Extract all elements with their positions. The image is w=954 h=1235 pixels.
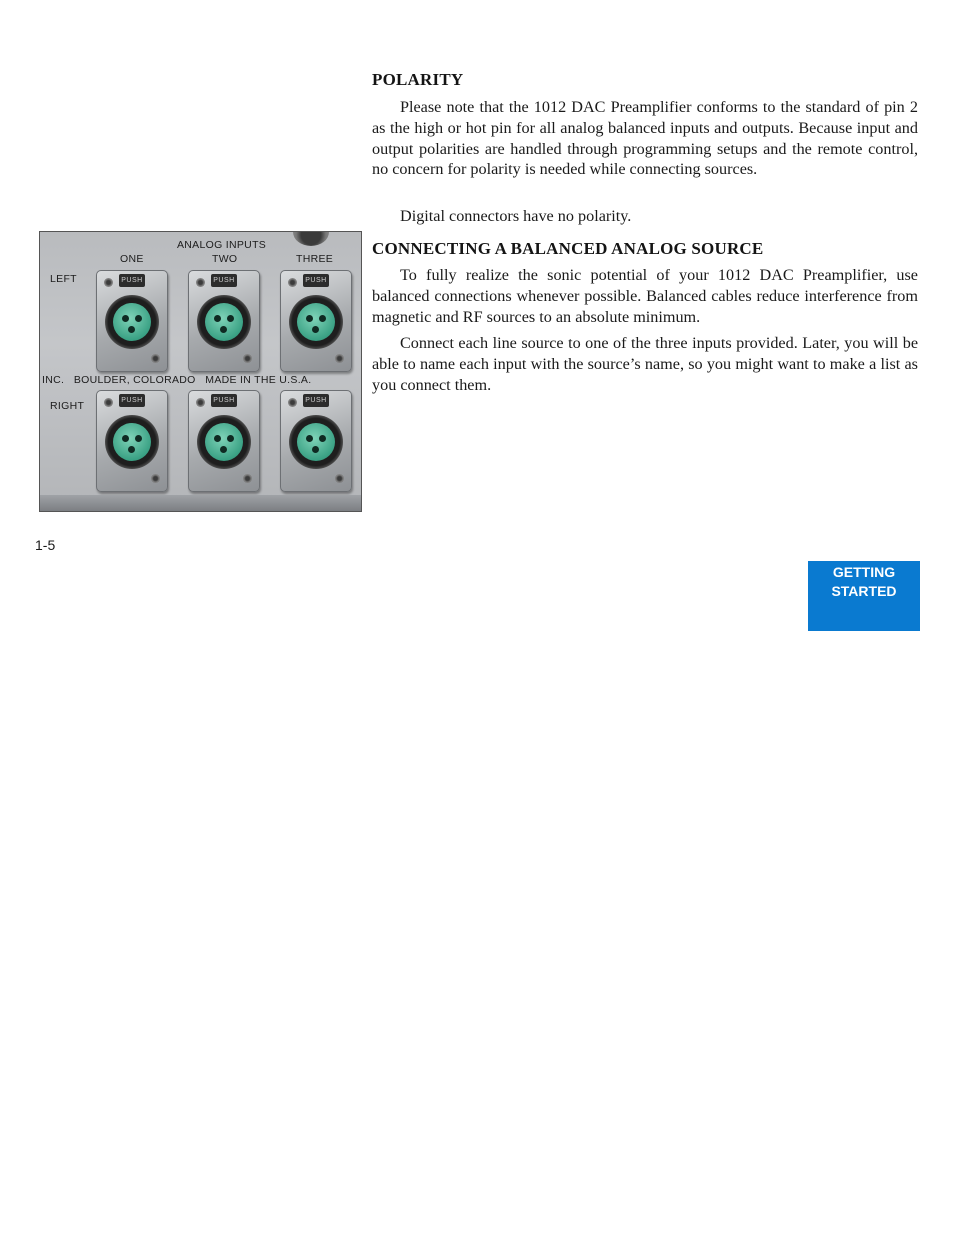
xlr-jack-right-two [188,390,260,492]
paragraph-connecting-1: To fully realize the sonic potential of your 1012 DAC Preamplifier, use balanced connections whenever possible. Balanced cables reduce interference from magnetic and RF sources to an absolute minimum. [372,266,918,326]
panel-title-label: ANALOG INPUTS [177,239,267,251]
xlr-jack-left-three [280,270,352,372]
paragraph-polarity-1: Please note that the 1012 DAC Preamplifier conforms to the standard of pin 2 as the high or hot pin for all analog balanced inputs and outputs. Because input and output polarities are handled through programming setups and the remote control, no concern for polarity is needed while connecting sources. [372,98,918,179]
push-latch: PUSH [303,394,329,407]
xlr-jack-right-three [280,390,352,492]
section-tab-line-1: GETTING [832,564,896,580]
row-label-left: LEFT [50,273,77,285]
section-heading-connecting: CONNECTING A BALANCED ANALOG SOURCE [372,239,764,258]
paragraph-polarity-2: Digital connectors have no polarity. [400,207,632,225]
panel-middle-text: INC. BOULDER, COLORADO MADE IN THE U.S.A. [42,374,312,386]
xlr-jack-left-two [188,270,260,372]
page-number: 1-5 [35,537,56,553]
column-label-three: THREE [296,253,334,265]
push-latch: PUSH [211,394,237,407]
row-label-right: RIGHT [50,400,85,412]
section-tab-line-2: STARTED [831,583,897,599]
panel-knob [293,231,329,246]
column-label-two: TWO [212,253,238,265]
push-latch: PUSH [303,274,329,287]
push-latch: PUSH [211,274,237,287]
xlr-jack-right-one [96,390,168,492]
push-latch: PUSH [119,394,145,407]
column-label-one: ONE [120,253,144,265]
paragraph-connecting-2: Connect each line source to one of the three inputs provided. Later, you will be able to name each input with the source’s name, so you might want to make a list as you connect them. [372,334,918,394]
push-latch: PUSH [119,274,145,287]
section-tab-getting-started [808,561,920,631]
analog-inputs-panel-photo [39,231,362,512]
xlr-jack-left-one [96,270,168,372]
panel-bottom-edge [40,495,361,511]
section-heading-polarity: POLARITY [372,70,464,89]
